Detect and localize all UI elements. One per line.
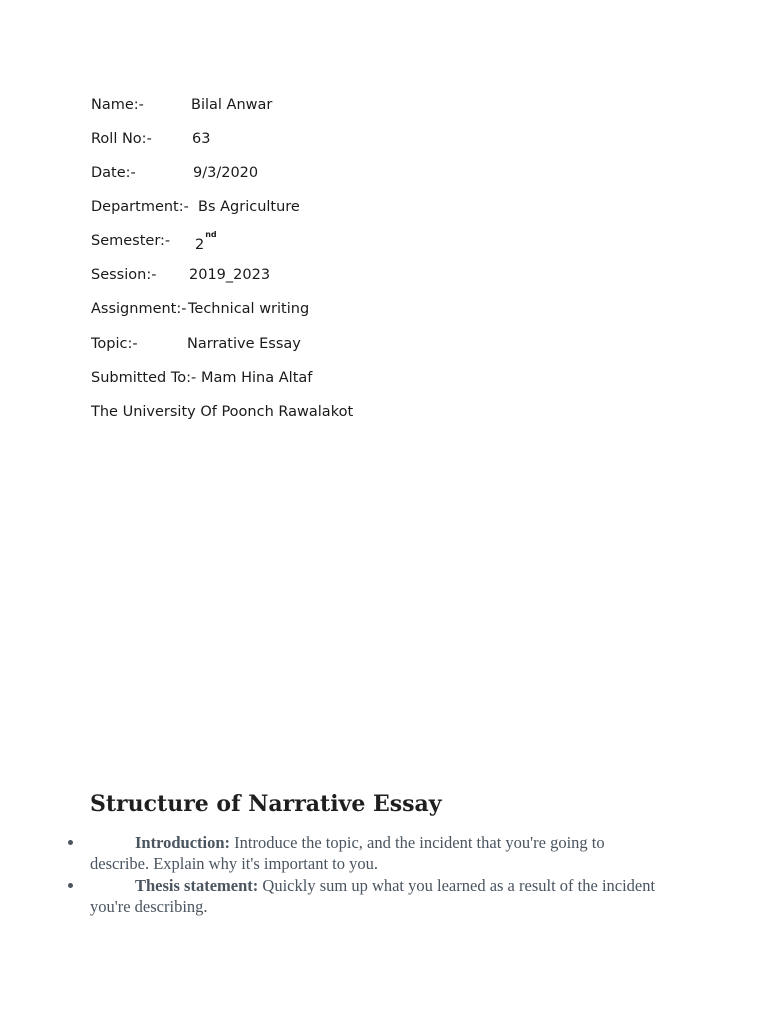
submitted-label: Submitted To:- bbox=[91, 370, 197, 386]
bullet-dot-icon bbox=[68, 883, 73, 888]
session-label: Session:- bbox=[91, 267, 157, 283]
topic-row bbox=[91, 335, 301, 353]
semester-row bbox=[91, 230, 217, 253]
submitted-row bbox=[91, 369, 313, 387]
semester-value bbox=[195, 232, 217, 254]
name-value: Bilal Anwar bbox=[191, 97, 273, 113]
list-item-term: Thesis statement: bbox=[135, 876, 259, 895]
assignment-value: Technical writing bbox=[188, 301, 310, 317]
list-item-term: Introduction: bbox=[135, 833, 231, 852]
name-label: Name:- bbox=[91, 97, 144, 113]
department-value: Bs Agriculture bbox=[198, 199, 300, 215]
date-row bbox=[91, 164, 259, 182]
roll-row bbox=[91, 130, 211, 148]
bullet-dot-icon bbox=[68, 840, 73, 845]
department-row bbox=[91, 198, 300, 216]
list-item-text: Quickly sum up what you learned as a result of the incident you're describing. bbox=[90, 876, 656, 916]
name-row bbox=[91, 96, 273, 114]
list-item-thesis bbox=[90, 875, 660, 917]
date-value: 9/3/2020 bbox=[193, 165, 259, 181]
topic-label: Topic:- bbox=[91, 336, 138, 352]
list-item-text: Introduce the topic, and the incident that you're going to describe. Explain why it's important to you. bbox=[90, 833, 605, 873]
university-name: The University Of Poonch Rawalakot bbox=[91, 404, 354, 420]
semester-label: Semester:- bbox=[91, 233, 171, 249]
roll-value: 63 bbox=[192, 131, 211, 147]
assignment-row bbox=[91, 300, 310, 318]
session-value: 2019_2023 bbox=[189, 267, 271, 283]
roll-label: Roll No:- bbox=[91, 131, 152, 147]
semester-number: 2 bbox=[195, 236, 205, 253]
department-label: Department:- bbox=[91, 199, 189, 215]
assignment-label: Assignment:- bbox=[91, 301, 187, 317]
submitted-value: Mam Hina Altaf bbox=[201, 370, 313, 386]
section-title: Structure of Narrative Essay bbox=[90, 791, 442, 817]
semester-suffix: nd bbox=[205, 230, 217, 239]
date-label: Date:- bbox=[91, 165, 136, 181]
list-item-introduction bbox=[90, 832, 660, 874]
session-row bbox=[91, 266, 271, 284]
university-row bbox=[91, 403, 353, 421]
topic-value: Narrative Essay bbox=[187, 336, 301, 352]
